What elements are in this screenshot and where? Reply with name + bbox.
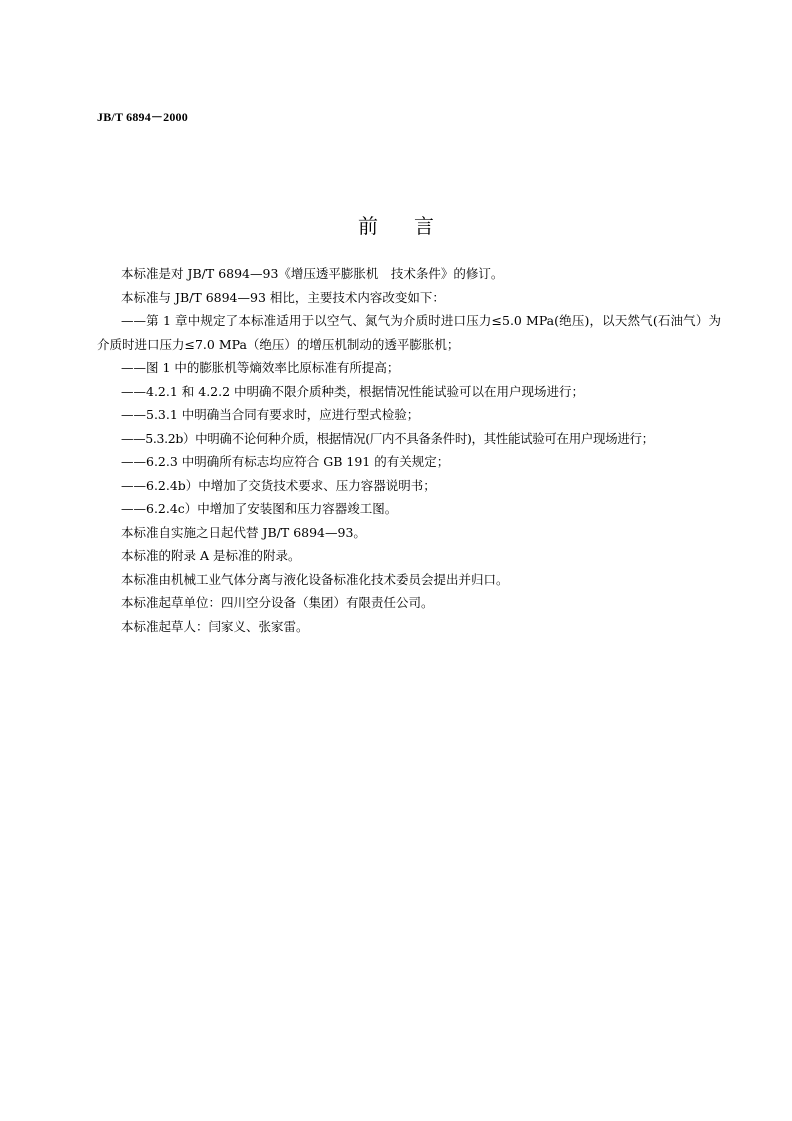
paragraph: 本标准起草人：闫家义、张家雷。 xyxy=(121,618,309,634)
standard-code: JB/T 6894－2000 xyxy=(97,110,188,124)
paragraph: 本标准自实施之日起代替 JB/T 6894—93。 xyxy=(121,524,366,540)
foreword-body xyxy=(97,262,721,638)
paragraph: ——4.2.1 和 4.2.2 中明确不限介质种类，根据情况性能试验可以在用户现场进行； xyxy=(121,383,585,399)
paragraph: 本标准的附录 A 是标准的附录。 xyxy=(121,548,301,563)
paragraph: ——6.2.3 中明确所有标志均应符合 GB 191 的有关规定； xyxy=(121,454,450,469)
paragraph: ——6.2.4b）中增加了交货技术要求、压力容器说明书； xyxy=(121,477,436,493)
paragraph: ——图 1 中的膨胀机等熵效率比原标准有所提高； xyxy=(121,360,400,375)
page-title: 前言 xyxy=(358,214,470,238)
paragraph: ——5.3.2b）中明确不论何种介质，根据情况(厂内不具备条件时)，其性能试验可在用户现场进行； xyxy=(121,430,654,446)
paragraph: ——第 1 章中规定了本标准适用于以空气、氮气为介质时进口压力≤5.0 MPa(绝压)，以天然气(石油气）为介质时进口压力≤7.0 MPa（绝压）的增压机制动的透平膨胀机； xyxy=(97,313,721,352)
paragraph: 本标准与 JB/T 6894—93 相比，主要技术内容改变如下： xyxy=(121,289,445,305)
paragraph: 本标准起草单位：四川空分设备（集团）有限责任公司。 xyxy=(121,595,434,610)
paragraph: ——6.2.4c）中增加了安装图和压力容器竣工图。 xyxy=(121,501,398,516)
paragraph: 本标准是对 JB/T 6894—93《增压透平膨胀机 技术条件》的修订。 xyxy=(121,266,504,281)
paragraph: 本标准由机械工业气体分离与液化设备标准化技术委员会提出并归口。 xyxy=(121,571,509,587)
paragraph: ——5.3.1 中明确当合同有要求时，应进行型式检验； xyxy=(121,407,420,422)
